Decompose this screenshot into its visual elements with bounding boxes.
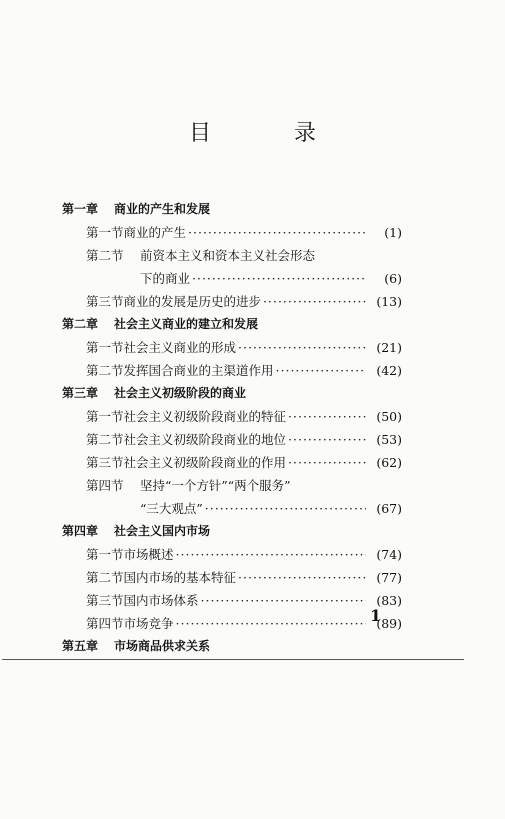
chapter-title: 社会主义初级阶段的商业 bbox=[114, 386, 247, 400]
section-number: 第二节 bbox=[86, 248, 124, 263]
chapter-number: 第一章 bbox=[62, 202, 99, 216]
chapter-number: 第五章 bbox=[62, 639, 99, 653]
section-page: (42) bbox=[376, 363, 402, 378]
section-number: 第二节 bbox=[86, 432, 124, 447]
dot-leader bbox=[201, 589, 366, 612]
section-page: (50) bbox=[376, 409, 402, 424]
dot-leader bbox=[188, 221, 366, 244]
section-title: 市场概述 bbox=[123, 547, 174, 562]
toc-section-4-2[interactable] bbox=[62, 566, 402, 589]
toc-chapter-1[interactable] bbox=[62, 198, 402, 221]
page-number: 1 bbox=[370, 606, 382, 625]
toc-chapter-4[interactable] bbox=[62, 520, 402, 543]
section-number: 第二节 bbox=[86, 363, 124, 378]
dot-leader bbox=[288, 451, 366, 474]
dot-leader bbox=[263, 290, 366, 313]
dot-leader bbox=[205, 497, 366, 520]
divider-line bbox=[2, 659, 464, 660]
toc-section-1-2-continued[interactable] bbox=[62, 267, 402, 290]
section-title: 商业的发展是历史的进步 bbox=[123, 294, 262, 309]
section-title: 发挥国合商业的主渠道作用 bbox=[123, 363, 274, 378]
toc-section-3-3[interactable] bbox=[62, 451, 402, 474]
toc-section-3-4-continued[interactable] bbox=[62, 497, 402, 520]
chapter-title: 市场商品供求关系 bbox=[114, 639, 211, 653]
dot-leader bbox=[288, 428, 366, 451]
section-page: (1) bbox=[384, 225, 402, 240]
toc-section-1-1[interactable] bbox=[62, 221, 402, 244]
section-page: (67) bbox=[376, 501, 402, 516]
section-number: 第三节 bbox=[86, 455, 124, 470]
section-title: 社会主义初级阶段商业的地位 bbox=[123, 432, 287, 447]
section-title: 社会主义商业的形成 bbox=[123, 340, 237, 355]
chapter-title: 社会主义国内市场 bbox=[114, 524, 211, 538]
section-title: 市场竞争 bbox=[123, 616, 174, 631]
section-title-continued: “三大观点” bbox=[140, 501, 203, 516]
section-number: 第四节 bbox=[86, 478, 124, 493]
dot-leader bbox=[176, 612, 366, 635]
section-title: 社会主义初级阶段商业的特征 bbox=[123, 409, 287, 424]
section-title: 国内市场体系 bbox=[123, 593, 199, 608]
section-number: 第一节 bbox=[86, 340, 124, 355]
toc-section-3-4[interactable] bbox=[62, 474, 402, 497]
section-page: (53) bbox=[376, 432, 402, 447]
section-page: (13) bbox=[376, 294, 402, 309]
dot-leader bbox=[176, 543, 366, 566]
section-page: (62) bbox=[376, 455, 402, 470]
dot-leader bbox=[192, 267, 366, 290]
dot-leader bbox=[238, 336, 366, 359]
dot-leader bbox=[276, 359, 366, 382]
toc-chapter-2[interactable] bbox=[62, 313, 402, 336]
toc-section-2-2[interactable] bbox=[62, 359, 402, 382]
section-title: 前资本主义和资本主义社会形态 bbox=[140, 248, 316, 263]
chapter-title: 社会主义商业的建立和发展 bbox=[114, 317, 259, 331]
section-page: (21) bbox=[376, 340, 402, 355]
section-number: 第四节 bbox=[86, 616, 124, 631]
chapter-number: 第三章 bbox=[62, 386, 99, 400]
section-number: 第一节 bbox=[86, 225, 124, 240]
section-number: 第三节 bbox=[86, 294, 124, 309]
dot-leader bbox=[238, 566, 366, 589]
chapter-title: 商业的产生和发展 bbox=[114, 202, 211, 216]
section-title: 国内市场的基本特征 bbox=[123, 570, 237, 585]
section-page: (77) bbox=[376, 570, 402, 585]
toc-section-3-2[interactable] bbox=[62, 428, 402, 451]
dot-leader bbox=[288, 405, 366, 428]
section-number: 第二节 bbox=[86, 570, 124, 585]
section-page: (89) bbox=[376, 616, 402, 631]
section-page: (83) bbox=[376, 593, 402, 608]
toc-chapter-3[interactable] bbox=[62, 382, 402, 405]
toc-chapter-5[interactable] bbox=[62, 635, 402, 658]
chapter-number: 第四章 bbox=[62, 524, 99, 538]
toc-section-4-1[interactable] bbox=[62, 543, 402, 566]
toc-section-3-1[interactable] bbox=[62, 405, 402, 428]
section-number: 第一节 bbox=[86, 409, 124, 424]
section-title: 坚持“一个方针”“两个服务” bbox=[140, 478, 291, 493]
chapter-number: 第二章 bbox=[62, 317, 99, 331]
section-page: (74) bbox=[376, 547, 402, 562]
table-of-contents bbox=[62, 198, 402, 658]
section-number: 第三节 bbox=[86, 593, 124, 608]
toc-section-4-4[interactable] bbox=[62, 612, 402, 635]
page-title: 目 录 bbox=[189, 121, 354, 146]
toc-section-4-3[interactable] bbox=[62, 589, 402, 612]
section-title-continued: 下的商业 bbox=[140, 271, 191, 286]
section-number: 第一节 bbox=[86, 547, 124, 562]
toc-section-1-3[interactable] bbox=[62, 290, 402, 313]
section-title: 商业的产生 bbox=[123, 225, 187, 240]
section-page: (6) bbox=[384, 271, 402, 286]
toc-section-1-2[interactable] bbox=[62, 244, 402, 267]
toc-section-2-1[interactable] bbox=[62, 336, 402, 359]
section-title: 社会主义初级阶段商业的作用 bbox=[123, 455, 287, 470]
